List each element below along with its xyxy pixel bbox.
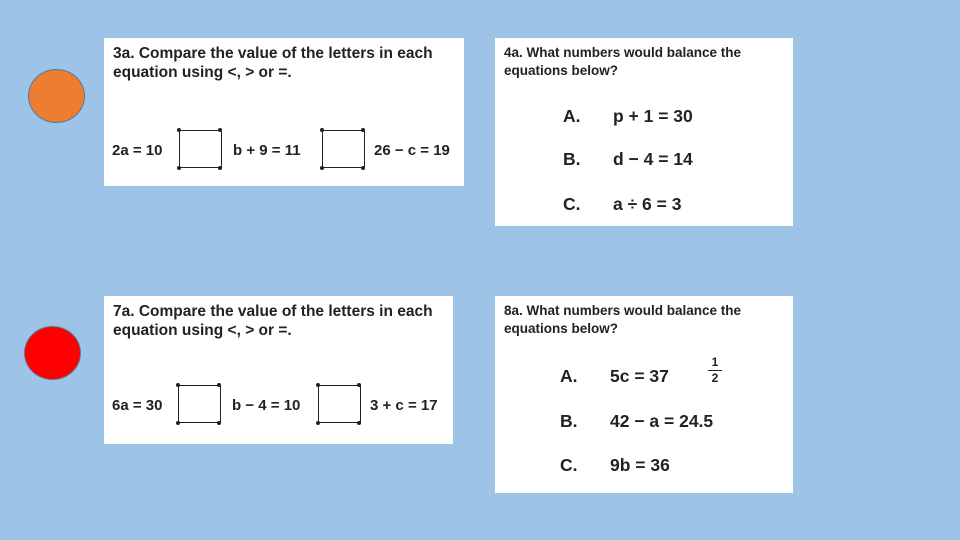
question-text: 4a. What numbers would balance the equations below? (504, 45, 742, 78)
question-text: 8a. What numbers would balance the equations below? (504, 303, 742, 336)
question-text: 7a. Compare the value of the letters in each equation using <, > or =. (113, 303, 433, 339)
equation-1: 2a = 10 (112, 142, 163, 159)
question-card-4a: 4a. What numbers would balance the equations below? A. p + 1 = 30 B. d − 4 = 14 C. a ÷ 6 = 3 (495, 38, 793, 226)
equation-3: 26 − c = 19 (374, 142, 450, 159)
answer-box-1[interactable] (178, 385, 221, 423)
question-card-7a (104, 296, 453, 444)
fraction: 1 2 (708, 356, 722, 385)
answer-box-2[interactable] (322, 130, 365, 168)
red-circle-marker (24, 326, 81, 380)
answer-box-1[interactable] (179, 130, 222, 168)
equation-1: 6a = 30 (112, 397, 163, 414)
question-card-3a (104, 38, 464, 186)
question-card-8a: 8a. What numbers would balance the equations below? A. 5c = 37 1 2 B. 42 − a = 24.5 C. 9b = 36 (495, 296, 793, 493)
equation-2: b + 9 = 11 (233, 142, 301, 159)
answer-box-2[interactable] (318, 385, 361, 423)
orange-circle-marker (28, 69, 85, 123)
question-text: 3a. Compare the value of the letters in each equation using <, > or =. (113, 45, 433, 81)
equation-3: 3 + c = 17 (370, 397, 438, 414)
equation-2: b − 4 = 10 (232, 397, 301, 414)
